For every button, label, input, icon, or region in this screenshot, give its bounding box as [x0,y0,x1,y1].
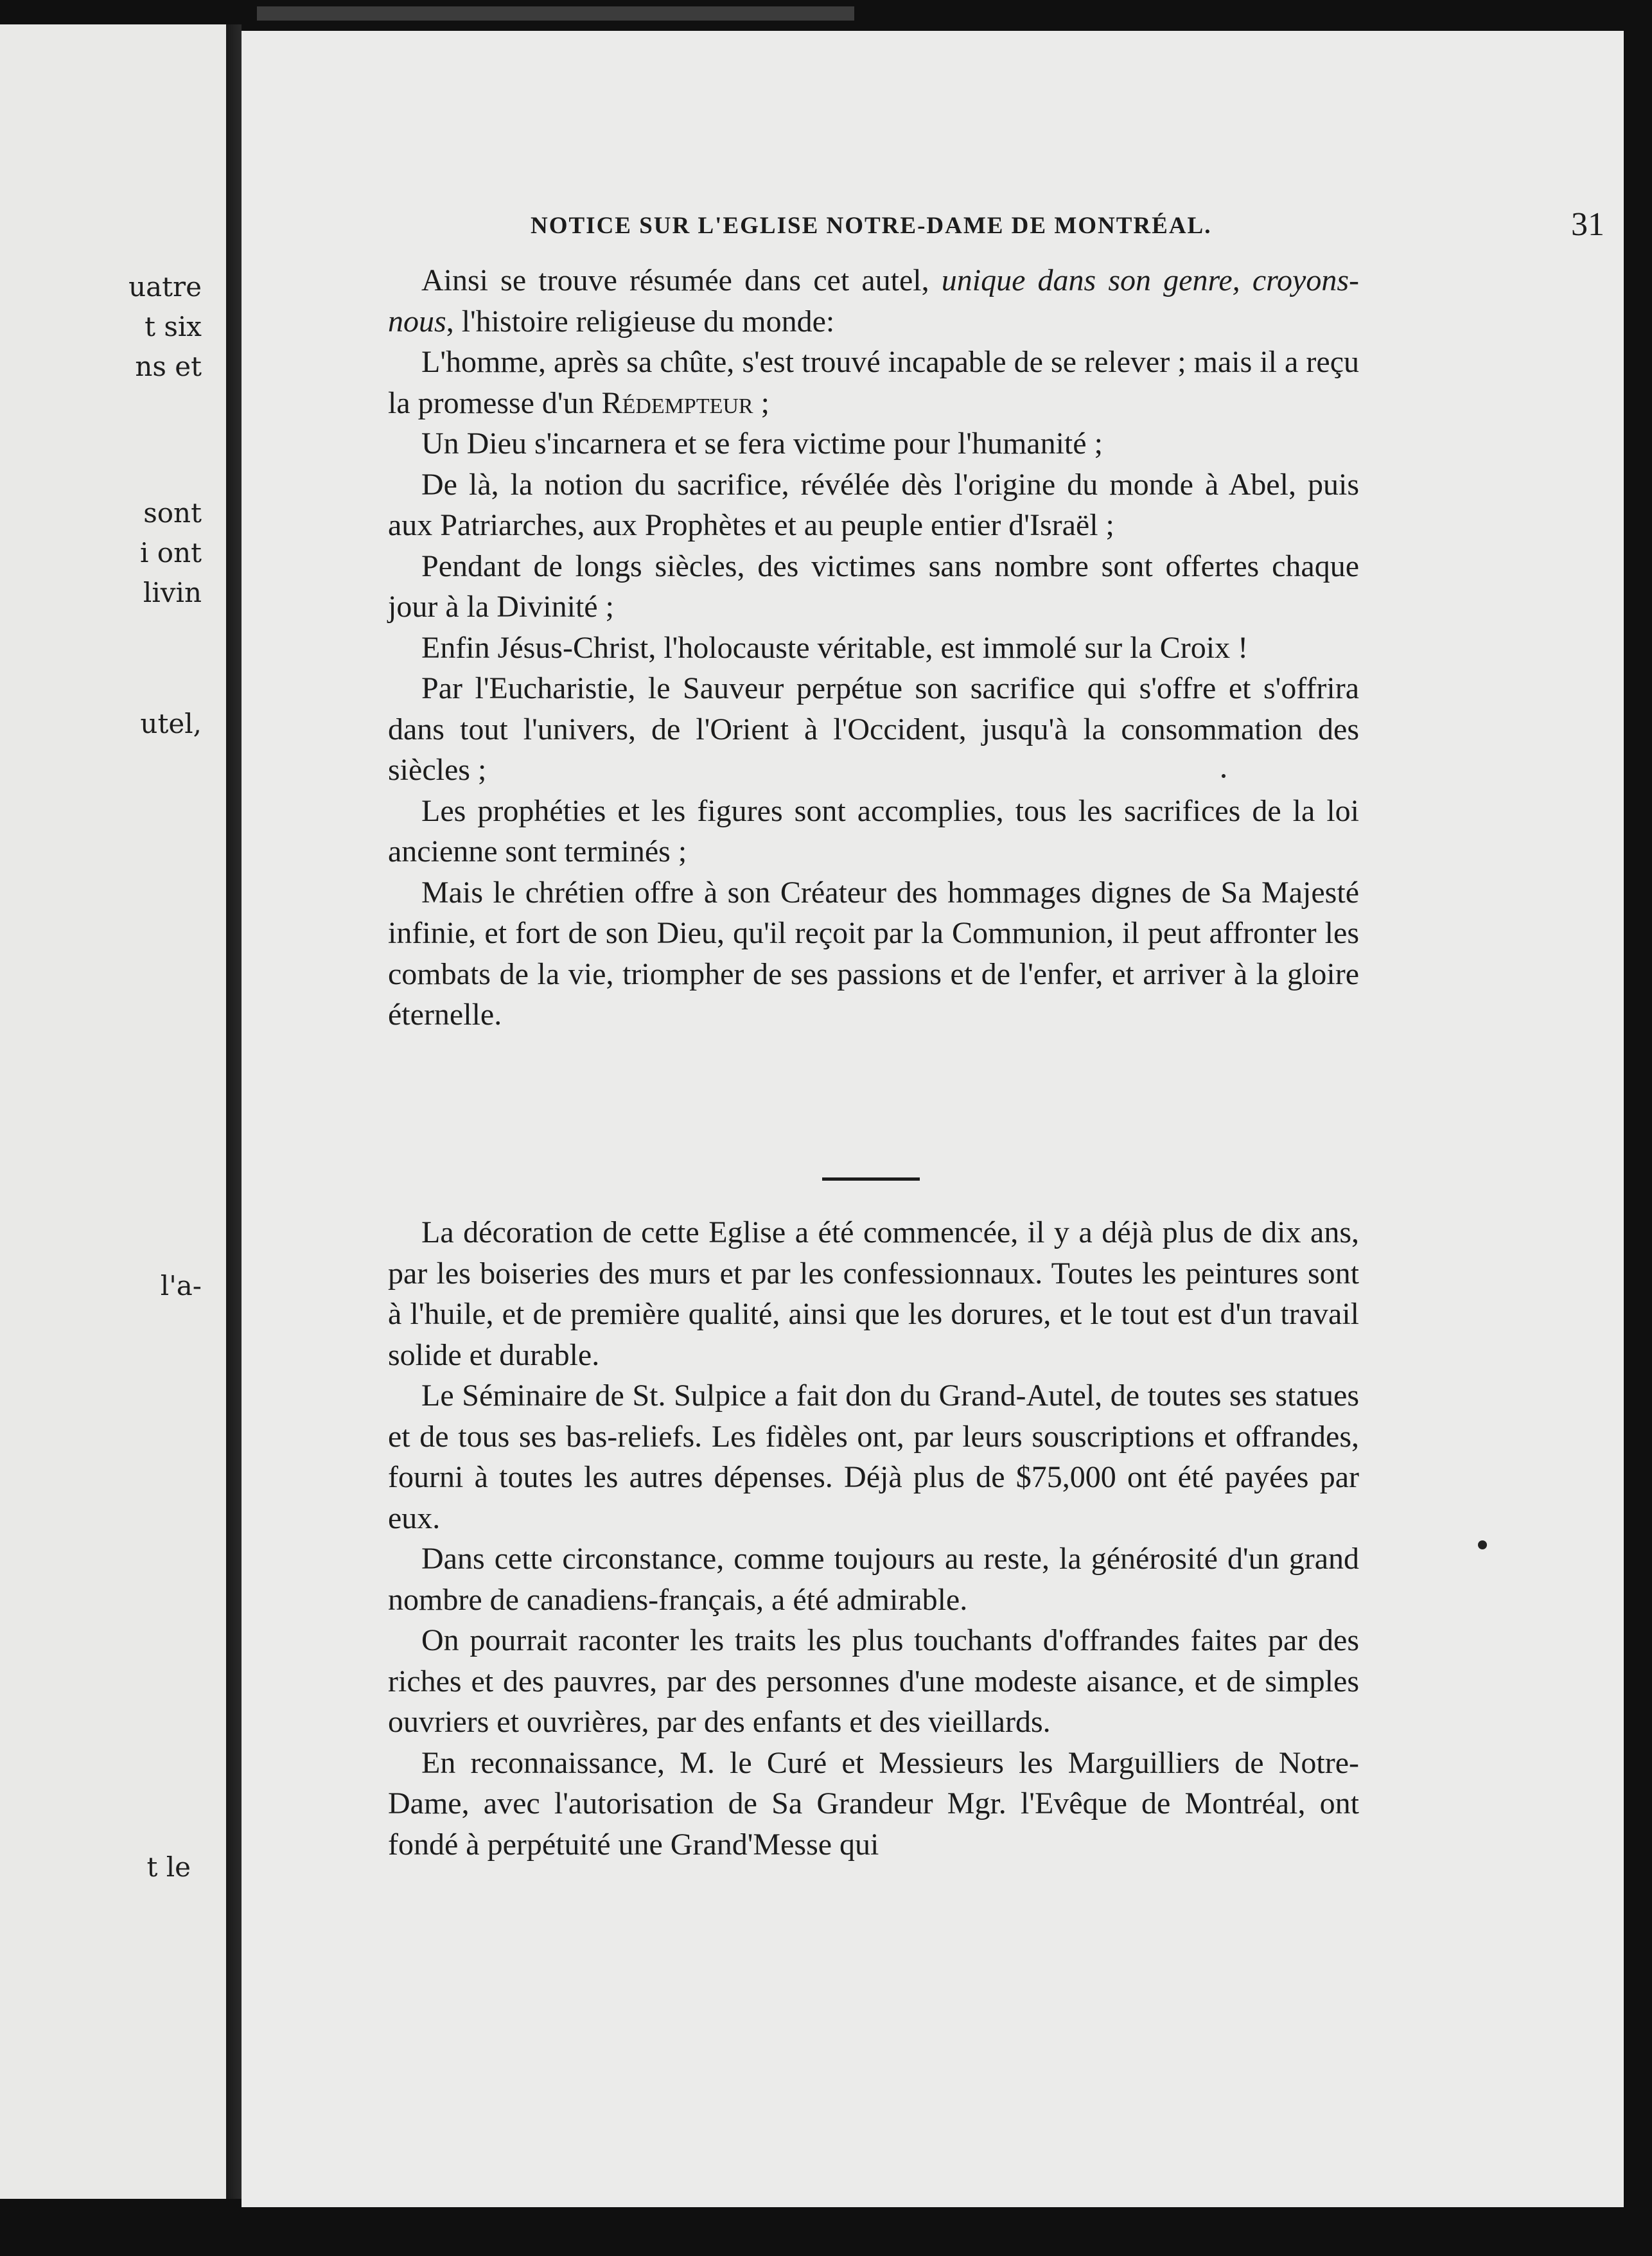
paragraph: Enfin Jésus-Christ, l'holocauste véritable, est immolé sur la Croix ! [421,630,1249,665]
left-fragment: sont [143,497,202,529]
left-fragment: ns et [135,351,202,382]
left-page [0,24,226,2199]
page-number: 31 [1571,206,1604,243]
left-fragment: t six [145,311,202,342]
text-run: Ainsi se trouve résumée dans cet autel, [421,263,942,297]
paragraph: Un Dieu s'incarnera et se fera victime pour l'humanité ; [421,427,1103,461]
text-run: ; [753,385,769,420]
small-caps-text: Rédempteur [601,385,753,420]
left-fragment: l'a- [160,1270,202,1301]
paragraph: On pourrait raconter les traits les plus touchants d'offrandes faites par des riches et des pauvres, par des personnes d'une modeste aisance, et de simples ouvriers et ouvrières, par des enfants et des vieillards. [388,1623,1359,1739]
book-gutter [226,24,242,2199]
paragraph: Pendant de longs siècles, des victimes sans nombre sont offertes chaque jour à la Divinité ; [388,549,1359,624]
left-fragment: uatre [128,271,202,303]
top-page-edge [257,6,854,21]
section-divider-rule [822,1177,920,1181]
paragraph [388,342,1359,423]
header-title: NOTICE SUR L'EGLISE NOTRE-DAME DE MONTRÉAL. [531,213,1212,239]
text-section-2 [388,1212,1359,1865]
ink-speck [1478,1540,1487,1549]
text-run: L'homme, après sa chûte, s'est trouvé incapable de se relever ; mais il a reçu la promesse d'un [388,345,1359,420]
text-run: , l'histoire religieuse du monde: [446,304,835,339]
left-fragment: livin [143,577,202,608]
left-fragment: t le [146,1851,191,1883]
left-fragment: utel, [140,708,202,739]
paragraph: La décoration de cette Eglise a été commencée, il y a déjà plus de dix ans, par les boiseries des murs et par les confessionnaux. Toutes les peintures sont à l'huile, et de première qualité, ainsi que les dorures, et le tout est d'un travail solide et durable. [388,1215,1359,1372]
text-section-1 [388,260,1359,1035]
running-header [531,206,1622,244]
paragraph: Les prophéties et les figures sont accomplies, tous les sacrifices de la loi ancienne sont terminés ; [388,793,1359,868]
italic-text: unique dans son genre, croyons-nous [388,263,1359,339]
paragraph [388,260,1359,342]
paragraph: En reconnaissance, M. le Curé et Messieurs les Marguilliers de Notre-Dame, avec l'autorisation de Sa Grandeur Mgr. l'Evêque de Montréal, ont fondé à perpétuité une Grand'Messe qui [388,1745,1359,1862]
left-fragment: i ont [140,537,202,568]
paragraph: Le Séminaire de St. Sulpice a fait don du Grand-Autel, de toutes ses statues et de tous ses bas-reliefs. Les fidèles ont, par leurs souscriptions et offrandes, fourni à toutes les autres dépenses. Déjà plus de $75,000 ont été payées par eux. [388,1379,1359,1535]
paragraph: Par l'Eucharistie, le Sauveur perpétue son sacrifice qui s'offre et s'offrira dans tout l'univers, de l'Orient à l'Occident, jusqu'à la consommation des siècles ; [388,671,1359,787]
paragraph: Mais le chrétien offre à son Créateur des hommages dignes de Sa Majesté infinie, et fort de son Dieu, qu'il reçoit par la Communion, il peut affronter les combats de la vie, triompher de ses passions et de l'enfer, et arriver à la gloire éternelle. [388,875,1359,1032]
paragraph: De là, la notion du sacrifice, révélée dès l'origine du monde à Abel, puis aux Patriarches, aux Prophètes et au peuple entier d'Israël ; [388,467,1359,542]
paragraph: Dans cette circonstance, comme toujours au reste, la générosité d'un grand nombre de canadiens-français, a été admirable. [388,1542,1359,1617]
